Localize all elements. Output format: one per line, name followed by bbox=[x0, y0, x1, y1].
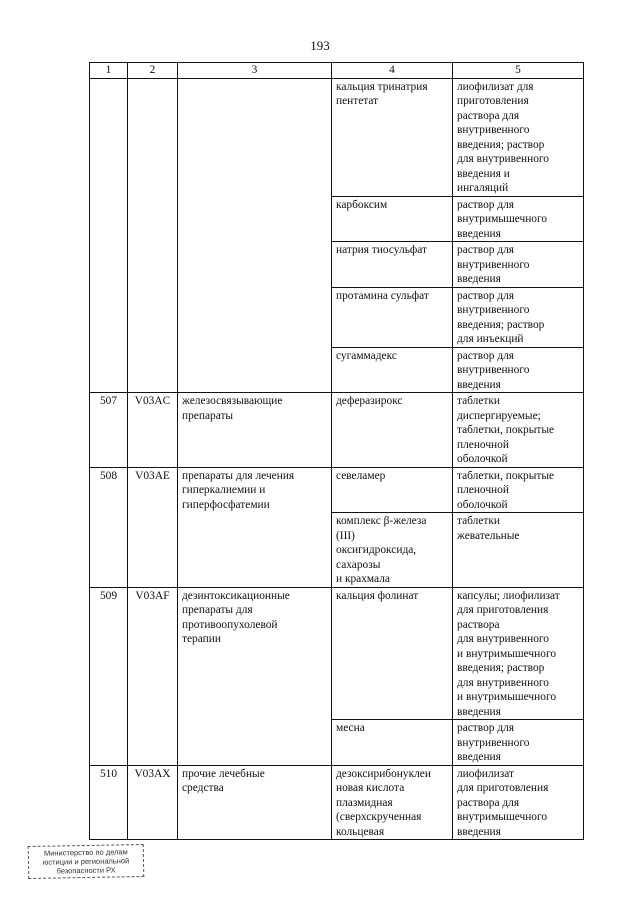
dosage-form: таблетки диспергируемые; таблетки, покрытые пленочной оболочкой bbox=[453, 393, 584, 468]
dosage-form: раствор для внутривенного введения bbox=[453, 347, 584, 393]
registration-stamp bbox=[28, 844, 145, 879]
col-header-1: 1 bbox=[90, 63, 128, 79]
atc-code: V03AE bbox=[128, 467, 178, 587]
drug-name: дезоксирибонуклеи новая кислота плазмидная (сверхскрученная кольцевая bbox=[332, 765, 453, 840]
dosage-form: таблетки жевательные bbox=[453, 513, 584, 588]
table-row bbox=[90, 467, 584, 513]
drug-name: карбоксим bbox=[332, 196, 453, 242]
row-number: 509 bbox=[90, 587, 128, 765]
col-header-3: 3 bbox=[178, 63, 332, 79]
atc-code: V03AC bbox=[128, 393, 178, 468]
col-header-5: 5 bbox=[453, 63, 584, 79]
group-name: железосвязывающие препараты bbox=[178, 393, 332, 468]
drug-name: кальция фолинат bbox=[332, 587, 453, 720]
drug-name: деферазирокс bbox=[332, 393, 453, 468]
group-name: прочие лечебные средства bbox=[178, 765, 332, 840]
dosage-form: таблетки, покрытые пленочной оболочкой bbox=[453, 467, 584, 513]
col-header-4: 4 bbox=[332, 63, 453, 79]
atc-code: V03AX bbox=[128, 765, 178, 840]
stamp-line: юстиции и региональной bbox=[42, 856, 130, 867]
drug-name: сугаммадекс bbox=[332, 347, 453, 393]
row-number: 507 bbox=[90, 393, 128, 468]
table-row bbox=[90, 393, 584, 468]
table-row bbox=[90, 78, 584, 196]
page-number: 193 bbox=[310, 38, 330, 53]
row-number: 508 bbox=[90, 467, 128, 587]
stamp-line: безопасности РХ bbox=[56, 865, 116, 876]
dosage-form: лиофилизат для приготовления раствора для внутримышечного введения bbox=[453, 765, 584, 840]
group-name: дезинтоксикационные препараты для противоопухолевой терапии bbox=[178, 587, 332, 765]
dosage-form: раствор для внутримышечного введения bbox=[453, 196, 584, 242]
dosage-form: лиофилизат для приготовления раствора для внутривенного введения; раствор для внутривенного введения и ингаляций bbox=[453, 78, 584, 196]
drug-table bbox=[89, 62, 584, 840]
group-name: препараты для лечения гиперкалиемии и гиперфосфатемии bbox=[178, 467, 332, 587]
drug-name: натрия тиосульфат bbox=[332, 242, 453, 288]
stamp-line: Министерство по делам bbox=[43, 847, 128, 858]
group-name bbox=[178, 78, 332, 393]
row-number: 510 bbox=[90, 765, 128, 840]
dosage-form: капсулы; лиофилизат для приготовления раствора для внутривенного и внутримышечного введения; раствор для внутривенного и внутримышечного введения bbox=[453, 587, 584, 720]
drug-name: кальция тринатрия пентетат bbox=[332, 78, 453, 196]
drug-name: месна bbox=[332, 720, 453, 766]
atc-code: V03AF bbox=[128, 587, 178, 765]
drug-name: комплекс β-железа (III) оксигидроксида, сахарозы и крахмала bbox=[332, 513, 453, 588]
header-row bbox=[90, 63, 584, 79]
table-row bbox=[90, 765, 584, 840]
atc-code bbox=[128, 78, 178, 393]
dosage-form: раствор для внутривенного введения bbox=[453, 242, 584, 288]
dosage-form: раствор для внутривенного введения bbox=[453, 720, 584, 766]
drug-name: протамина сульфат bbox=[332, 287, 453, 347]
table-row bbox=[90, 587, 584, 720]
dosage-form: раствор для внутривенного введения; раствор для инъекций bbox=[453, 287, 584, 347]
col-header-2: 2 bbox=[128, 63, 178, 79]
row-number bbox=[90, 78, 128, 393]
drug-name: севеламер bbox=[332, 467, 453, 513]
